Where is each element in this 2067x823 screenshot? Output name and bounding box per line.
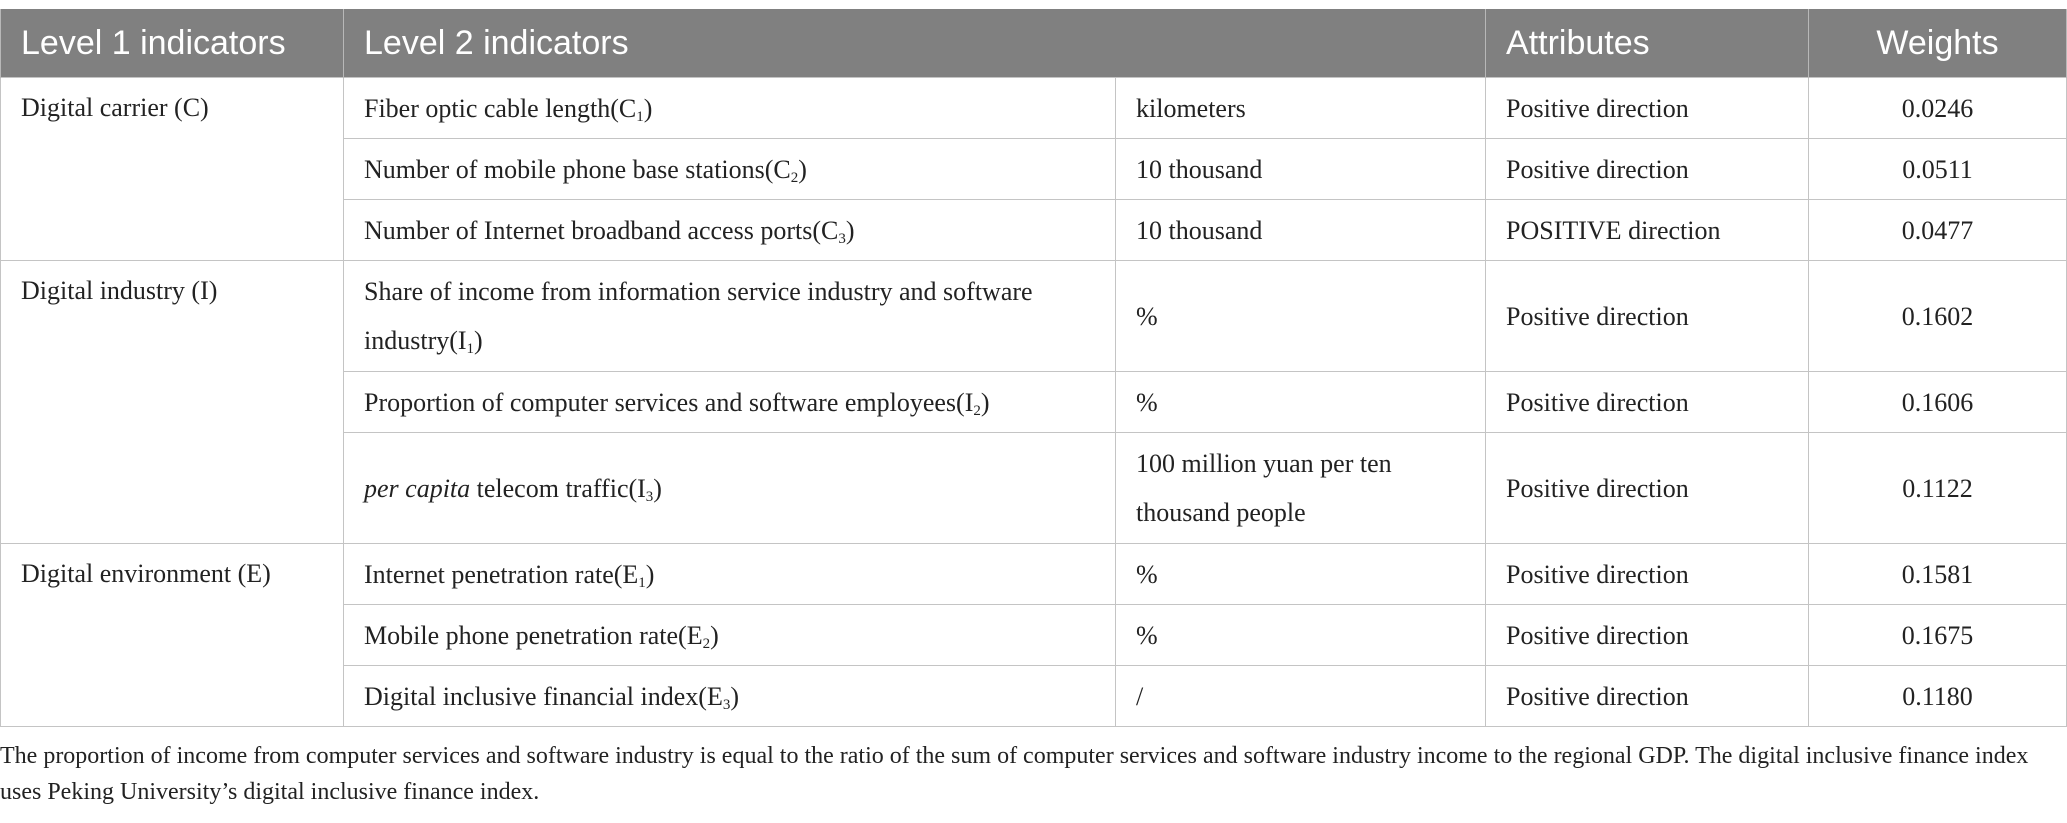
indicator-table xyxy=(0,9,2067,727)
level1-cell: Digital industry (I) xyxy=(1,261,344,544)
attribute-cell: Positive direction xyxy=(1486,139,1809,200)
level2-text: Number of Internet broadband access ports(C xyxy=(364,215,839,245)
level2-subscript: 2 xyxy=(702,635,711,652)
attribute-cell: Positive direction xyxy=(1486,261,1809,372)
attribute-cell: Positive direction xyxy=(1486,433,1809,544)
attribute-cell: POSITIVE direction xyxy=(1486,200,1809,261)
weight-cell: 0.0477 xyxy=(1809,200,2067,261)
unit-cell: / xyxy=(1116,666,1486,727)
level2-text: telecom traffic(I xyxy=(470,473,646,503)
unit-cell: % xyxy=(1116,544,1486,605)
attribute-cell: Positive direction xyxy=(1486,372,1809,433)
weight-cell: 0.0246 xyxy=(1809,78,2067,139)
weight-cell: 0.0511 xyxy=(1809,139,2067,200)
unit-cell: kilometers xyxy=(1116,78,1486,139)
level2-text: Mobile phone penetration rate(E xyxy=(364,620,703,650)
level2-subscript: 3 xyxy=(722,696,731,713)
level2-subscript: 2 xyxy=(973,402,981,419)
unit-cell: % xyxy=(1116,605,1486,666)
weight-cell: 0.1122 xyxy=(1809,433,2067,544)
level2-text: Digital inclusive financial index(E xyxy=(364,681,723,711)
unit-cell: 10 thousand xyxy=(1116,200,1486,261)
level2-suffix: ) xyxy=(730,681,740,711)
weight-cell: 0.1581 xyxy=(1809,544,2067,605)
unit-cell: % xyxy=(1116,372,1486,433)
level2-cell xyxy=(344,200,1116,261)
level2-suffix: ) xyxy=(845,215,855,245)
weight-cell: 0.1606 xyxy=(1809,372,2067,433)
table-body xyxy=(1,78,2067,727)
level2-text: Proportion of computer services and software employees(I xyxy=(364,387,974,417)
weight-cell: 0.1602 xyxy=(1809,261,2067,372)
level2-italic-text: per capita xyxy=(364,473,471,503)
level2-subscript: 1 xyxy=(466,341,475,357)
table-footnote: The proportion of income from computer services and software industry is equal to the ratio of the sum of computer services and software industry income to the regional GDP. The digital inclusive finance index uses Peking University’s digital inclusive finance index. xyxy=(0,743,2029,805)
level2-cell xyxy=(344,433,1116,544)
level2-suffix: ) xyxy=(710,620,719,650)
level1-cell: Digital carrier (C) xyxy=(1,78,344,261)
attribute-cell: Positive direction xyxy=(1486,605,1809,666)
level2-cell xyxy=(344,666,1116,727)
level2-suffix: ) xyxy=(474,326,483,355)
table-row xyxy=(1,78,2067,139)
level2-subscript: 2 xyxy=(790,169,799,186)
level2-cell xyxy=(344,261,1116,372)
level2-cell xyxy=(344,544,1116,605)
attribute-cell: Positive direction xyxy=(1486,544,1809,605)
level2-cell xyxy=(344,605,1116,666)
header-row xyxy=(1,9,2067,78)
level2-suffix: ) xyxy=(980,387,990,417)
level2-cell xyxy=(344,372,1116,433)
level2-cell xyxy=(344,78,1116,139)
unit-cell: 100 million yuan per ten thousand people xyxy=(1116,433,1486,544)
unit-cell: % xyxy=(1116,261,1486,372)
table-row xyxy=(1,544,2067,605)
header-level2: Level 2 indicators xyxy=(344,9,1486,78)
level2-text: Share of income from information service industry and software industry(I xyxy=(364,277,1033,355)
level2-suffix: ) xyxy=(798,154,807,184)
level1-cell: Digital environment (E) xyxy=(1,544,344,727)
unit-cell: 10 thousand xyxy=(1116,139,1486,200)
level2-subscript: 3 xyxy=(838,230,846,247)
table-row xyxy=(1,261,2067,372)
header-level1: Level 1 indicators xyxy=(1,9,344,78)
weight-cell: 0.1675 xyxy=(1809,605,2067,666)
level2-cell xyxy=(344,139,1116,200)
level2-subscript: 3 xyxy=(645,488,654,505)
level2-text: Number of mobile phone base stations(C xyxy=(364,154,791,184)
level2-suffix: ) xyxy=(643,93,653,123)
table-header xyxy=(1,9,2067,78)
level2-subscript: 1 xyxy=(638,574,646,591)
level2-text: Fiber optic cable length(C xyxy=(364,93,637,123)
weight-cell: 0.1180 xyxy=(1809,666,2067,727)
level2-suffix: ) xyxy=(653,473,662,503)
level2-text: Internet penetration rate(E xyxy=(364,559,639,589)
attribute-cell: Positive direction xyxy=(1486,78,1809,139)
attribute-cell: Positive direction xyxy=(1486,666,1809,727)
indicator-table-container xyxy=(0,9,2067,727)
level2-subscript: 1 xyxy=(636,108,644,125)
header-weights: Weights xyxy=(1809,9,2067,78)
level2-suffix: ) xyxy=(645,559,655,589)
header-attributes: Attributes xyxy=(1486,9,1809,78)
